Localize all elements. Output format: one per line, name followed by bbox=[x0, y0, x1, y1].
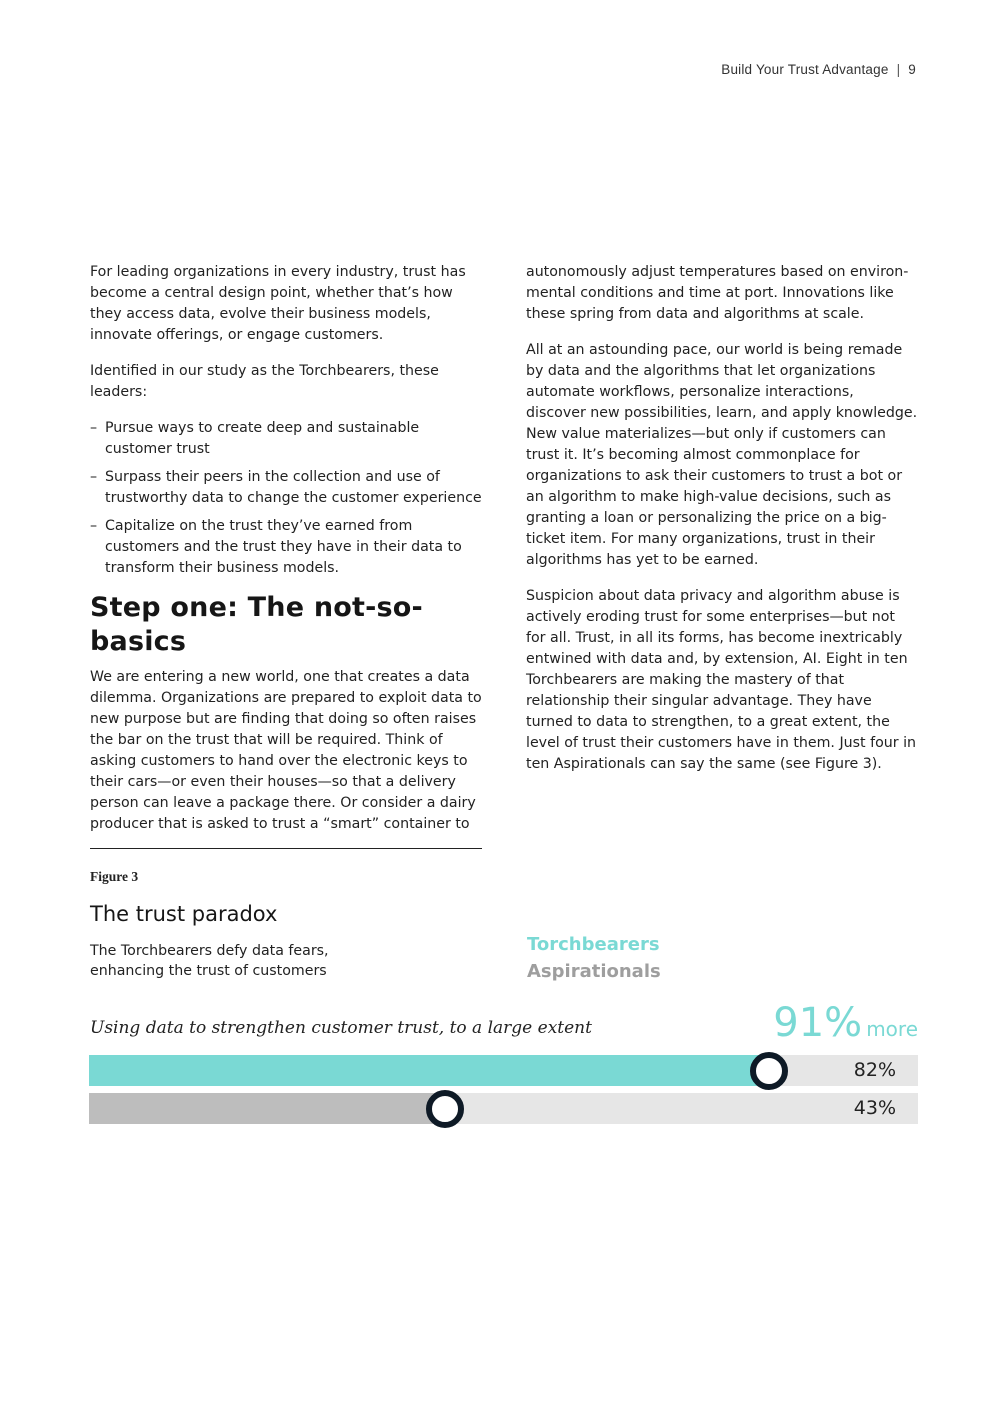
intro-paragraph: For leading organizations in every industry, trust has become a central design point, whether that’s how they access data, evolve their business models, innovate offerings, or engage customers. bbox=[90, 264, 466, 343]
bar-torchbearers bbox=[89, 1055, 769, 1086]
callout-text: more bbox=[866, 1017, 918, 1041]
bar-track-torchbearers bbox=[89, 1055, 918, 1086]
list-item: – Capitalize on the trust they’ve earned from customers and the trust they have in their data to transform their business models. bbox=[90, 516, 482, 579]
legend-torchbearers: Torchbearers bbox=[527, 934, 660, 955]
leader-traits-list bbox=[90, 418, 482, 579]
difference-callout bbox=[773, 1000, 918, 1046]
list-item: – Surpass their peers in the collection and use of trustworthy data to change the customer experience bbox=[90, 467, 482, 509]
bar-track-aspirationals bbox=[89, 1093, 918, 1124]
bar-marker-torchbearers bbox=[750, 1052, 788, 1090]
page-number: 9 bbox=[908, 62, 916, 77]
right-column bbox=[526, 262, 918, 790]
running-header bbox=[721, 62, 916, 77]
algorithms-paragraph: All at an astounding pace, our world is being remade by data and the algorithms that let organizations automate workflows, personalize interactions, discover new possibilities, learn, and apply knowledge. New value materializes—but only if customers can trust it. It’s becoming almost commonplace for organizations to ask their customers to trust a bot or an algorithm to make high-value decisions, such as granting a loan or personalizing the price on a big-ticket item. For many organizations, trust in their algorithms has yet to be earned. bbox=[526, 342, 918, 568]
figure-divider bbox=[90, 848, 482, 849]
bar-value-torchbearers: 82% bbox=[853, 1059, 896, 1081]
left-column bbox=[90, 262, 482, 850]
continued-paragraph: autonomously adjust temperatures based on environ-mental conditions and time at port. Innovations like these spring from data and algorithms at scale. bbox=[526, 264, 909, 322]
callout-value: 91% bbox=[773, 1000, 863, 1046]
figure-label: Figure 3 bbox=[90, 869, 139, 884]
bar-marker-aspirationals bbox=[426, 1090, 464, 1128]
document-title: Build Your Trust Advantage bbox=[721, 62, 889, 77]
data-dilemma-paragraph: We are entering a new world, one that creates a data dilemma. Organizations are prepared to exploit data to new purpose but are finding that doing so often raises the bar on the trust that will be required. Think of asking customers to hand over the electronic keys to their cars—or even their houses—so that a delivery person can leave a package there. Or consider a dairy producer that is asked to trust a “smart” container to bbox=[90, 669, 482, 832]
legend-aspirationals: Aspirationals bbox=[527, 961, 661, 982]
figure-title: The trust paradox bbox=[90, 902, 278, 926]
figure-subtitle: The Torchbearers defy data fears, enhancing the trust of customers bbox=[90, 943, 329, 979]
torchbearers-intro: Identified in our study as the Torchbearers, these leaders: bbox=[90, 363, 439, 400]
chart-legend bbox=[527, 931, 661, 985]
metric-label: Using data to strengthen customer trust, to a large extent bbox=[90, 1018, 592, 1038]
list-item: – Pursue ways to create deep and sustainable customer trust bbox=[90, 418, 482, 460]
header-separator: | bbox=[896, 62, 901, 77]
bar-value-aspirationals: 43% bbox=[853, 1097, 896, 1119]
bar-aspirationals bbox=[89, 1093, 445, 1124]
suspicion-paragraph: Suspicion about data privacy and algorithm abuse is actively eroding trust for some enterprises—but not for all. Trust, in all its forms, has become inextricably entwined with data and, by extension, AI. Eight in ten Torchbearers are making the mastery of that relationship their singular advantage. They have turned to data to strengthen, to a great extent, the level of trust their customers have in them. Just four in ten Aspirationals can say the same (see Figure 3). bbox=[526, 588, 917, 772]
section-heading: Step one: The not-so-basics bbox=[90, 592, 423, 657]
